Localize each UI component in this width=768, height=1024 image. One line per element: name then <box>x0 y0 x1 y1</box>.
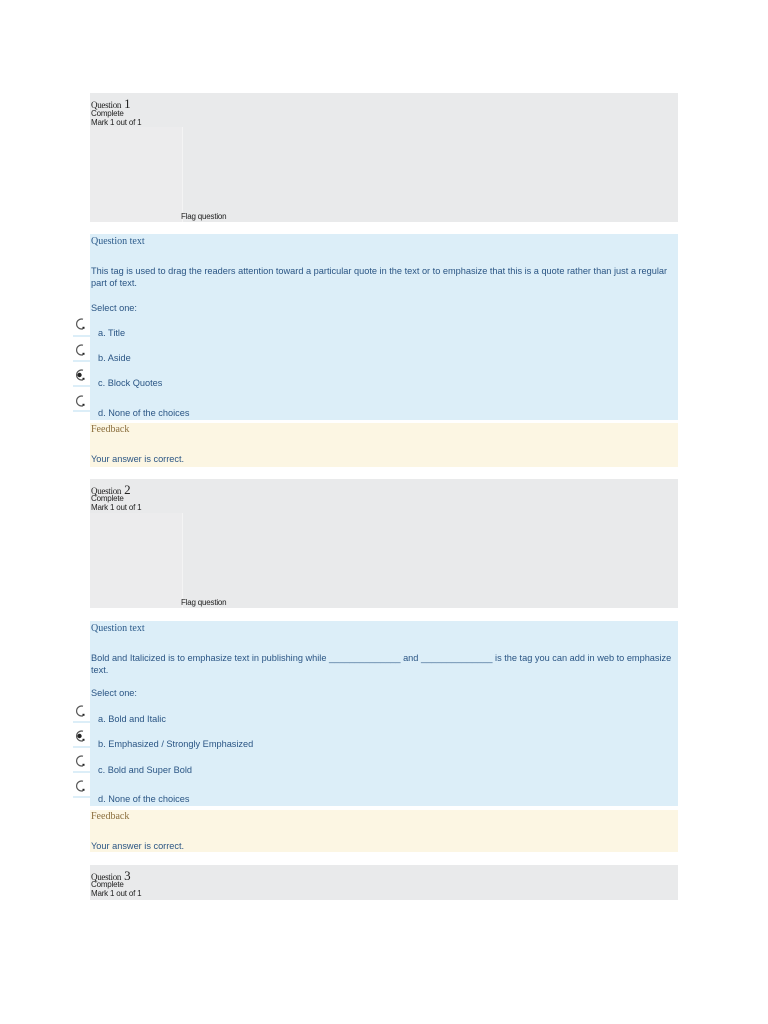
question-2-feedback <box>90 810 678 852</box>
option-c-label[interactable]: c. Bold and Super Bold <box>98 765 192 775</box>
question-number: Question 1 <box>91 96 131 111</box>
select-one-prompt: Select one: <box>91 688 137 698</box>
feedback-heading: Feedback <box>91 424 130 435</box>
radio-underline <box>73 746 97 748</box>
option-a-radio[interactable] <box>72 703 88 719</box>
option-b-label[interactable]: b. Aside <box>98 353 131 363</box>
question-1-formulation <box>90 234 678 420</box>
radio-underline <box>73 771 97 773</box>
radio-underline <box>73 360 97 362</box>
feedback-text: Your answer is correct. <box>91 454 185 464</box>
radio-underline <box>73 796 97 798</box>
question-text: This tag is used to drag the readers attention toward a particular quote in the text or to emphasize that this is a quote rather than just a regular part of text. <box>91 266 668 288</box>
question-number: Question 3 <box>91 868 131 883</box>
option-b-label[interactable]: b. Emphasized / Strongly Emphasized <box>98 739 254 749</box>
option-a-label[interactable]: a. Bold and Italic <box>98 714 166 724</box>
option-d-label[interactable]: d. None of the choices <box>98 408 190 418</box>
flag-area <box>90 127 183 222</box>
option-b-radio-selected[interactable] <box>72 728 88 744</box>
question-2-info <box>90 479 678 608</box>
question-state: Complete <box>91 880 124 889</box>
question-text-heading: Question text <box>91 623 145 634</box>
option-c-label[interactable]: c. Block Quotes <box>98 378 163 388</box>
question-grade: Mark 1 out of 1 <box>91 118 142 127</box>
option-d-radio[interactable] <box>72 393 88 409</box>
option-b-radio[interactable] <box>72 342 88 358</box>
flag-question-link[interactable]: Flag question <box>181 598 227 607</box>
question-2-formulation <box>90 621 678 806</box>
feedback-text: Your answer is correct. <box>91 841 185 851</box>
question-3-info <box>90 865 678 900</box>
question-state: Complete <box>91 109 124 118</box>
question-1-feedback <box>90 423 678 467</box>
radio-underline <box>73 385 97 387</box>
option-a-label[interactable]: a. Title <box>98 328 126 338</box>
flag-area <box>90 513 183 608</box>
option-d-label[interactable]: d. None of the choices <box>98 794 190 804</box>
select-one-prompt: Select one: <box>91 303 137 313</box>
option-c-radio[interactable] <box>72 753 88 769</box>
feedback-heading: Feedback <box>91 811 130 822</box>
question-state: Complete <box>91 494 124 503</box>
radio-underline <box>73 335 97 337</box>
option-c-radio-selected[interactable] <box>72 367 88 383</box>
question-text: Bold and Italicized is to emphasize text in publishing while ______________ and ______________ is the tag you can add in web to emphasize text. <box>91 653 672 675</box>
flag-question-link[interactable]: Flag question <box>181 212 227 221</box>
question-1-info <box>90 93 678 222</box>
question-number: Question 2 <box>91 482 131 497</box>
question-text-heading: Question text <box>91 236 145 247</box>
question-grade: Mark 1 out of 1 <box>91 503 142 512</box>
option-d-radio[interactable] <box>72 778 88 794</box>
radio-underline <box>73 410 97 412</box>
radio-underline <box>73 721 97 723</box>
question-grade: Mark 1 out of 1 <box>91 889 142 898</box>
option-a-radio[interactable] <box>72 316 88 332</box>
